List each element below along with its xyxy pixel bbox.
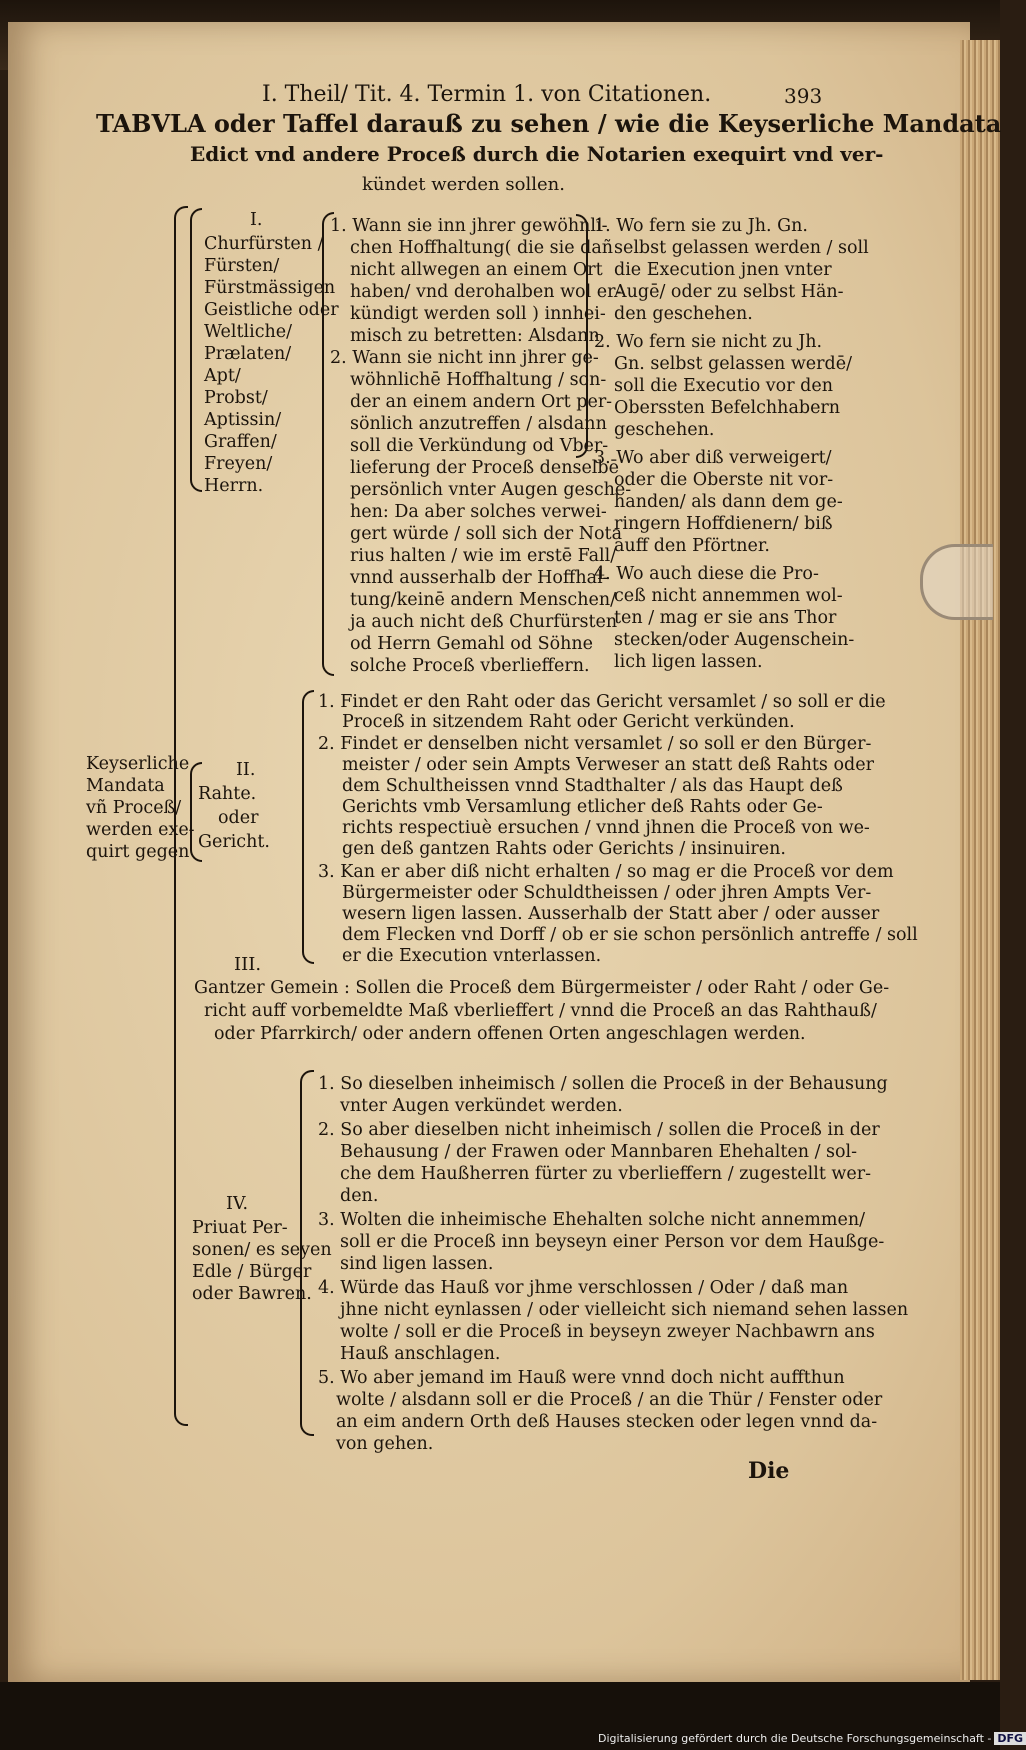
text-line: sönlich anzutreffen / alsdann [350,414,607,434]
text-line: oder die Oberste nit vor- [614,470,834,490]
text-line: meister / oder sein Ampts Verweser an statt deß Rahts oder [342,755,874,775]
text-line: 1. So dieselben inheimisch / sollen die Proceß in der Behausung [318,1074,888,1094]
text-line: ja auch nicht deß Churfürsten [350,612,618,632]
text-line: ceß nicht annemmen wol- [614,586,843,606]
section-2-label-line: oder [218,808,259,828]
text-line: wöhnlichē Hoffhaltung / son- [350,370,607,390]
footer-credit [598,1732,1026,1745]
catchword: Die [748,1458,790,1484]
page-number: 393 [784,84,823,108]
section-2-label-line: Gericht. [198,832,270,852]
page-edges [960,40,1000,1680]
section-2-label-line: Rahte. [198,784,257,804]
section-1-label-line: Freyen/ [204,454,273,474]
root-label-line: Keyserliche [86,754,190,774]
text-line: geschehen. [614,420,715,440]
text-line: richt auff vorbemeldte Maß vberlieffert / vnnd die Proceß an das Rahthauß/ [204,1001,877,1021]
text-line: die Execution jnen vnter [614,260,832,280]
section-1-label-line: Fürsten/ [204,256,280,276]
running-head: I. Theil/ Tit. 4. Termin 1. von Citationen. [262,82,712,107]
text-line: Hauß anschlagen. [340,1344,501,1364]
text-line: chen Hoffhaltung( die sie dañ [350,238,614,258]
text-line: vnter Augen verkündet werden. [340,1096,623,1116]
section-1-label-line: Churfürsten / [204,234,324,254]
text-line: 2. Wo fern sie nicht zu Jh. [594,332,823,352]
section-4-label-line: sonen/ es seyen [192,1240,332,1260]
text-line: Behausung / der Frawen oder Mannbaren Ehehalten / sol- [340,1142,858,1162]
section-3-label: III. [234,954,262,975]
text-line: 2. Findet er denselben nicht versamlet / so soll er den Bürger- [318,734,872,754]
text-line: gen deß gantzen Rahts oder Gerichts / insinuiren. [342,839,786,859]
section-2-label-line: II. [236,760,256,780]
section-1-label-line: Aptissin/ [204,410,282,430]
text-line: nicht allwegen an einem Ort [350,260,603,280]
section-1-outcome-bracket [576,214,588,458]
text-line: 4. Wo auch diese die Pro- [594,564,819,584]
text-line: che dem Haußherren fürter zu vberlieffern / zugestellt wer- [340,1164,872,1184]
section-1-conditions-bracket [322,212,334,676]
text-line: hen: Da aber solches verwei- [350,502,607,522]
text-line: richts respectiuè ersuchen / vnnd jhnen die Proceß von we- [342,818,870,838]
text-line: auff den Pförtner. [614,536,770,556]
title-line-2: Edict vnd andere Proceß durch die Notarien exequirt vnd ver- [190,142,884,166]
text-line: soll die Verkündung od Vber- [350,436,609,456]
section-4-label-line: Priuat Per- [192,1218,288,1238]
text-line: Bürgermeister oder Schuldtheissen / oder jhren Ampts Ver- [342,883,872,903]
text-line: wesern ligen lassen. Ausserhalb der Statt aber / oder ausser [342,904,880,924]
text-line: wolte / soll er die Proceß in beyseyn zweyer Nachbawrn ans [340,1322,875,1342]
text-line: vnnd ausserhalb der Hoffhal- [350,568,609,588]
section-1-label-line: Prælaten/ [204,344,292,364]
text-line: Gantzer Gemein : Sollen die Proceß dem Bürgermeister / oder Raht / oder Ge- [194,978,890,998]
section-1-label-line: Fürstmässigen [204,278,336,298]
root-label-line: quirt gegen [86,842,190,862]
section-2-items-bracket [302,690,314,964]
text-line: von gehen. [336,1434,434,1454]
text-line: lich ligen lassen. [614,652,763,672]
text-line: jhne nicht eynlassen / oder vielleicht sich niemand sehen lassen [340,1300,909,1320]
text-line: gert würde / soll sich der Nota [350,524,623,544]
dfg-logo: DFG [994,1732,1026,1745]
text-line: den. [340,1186,379,1206]
text-line: 1. Wann sie inn jhrer gewöhnli- [330,216,608,236]
section-1-label-line: Herrn. [204,476,264,496]
text-line: kündigt werden soll ) innhei- [350,304,606,324]
text-line: rius halten / wie im erstē Fall/ [350,546,617,566]
text-line: er die Execution vnterlassen. [342,946,602,966]
text-line: dem Schultheissen vnnd Stadthalter / als das Haupt deß [342,776,843,796]
text-line: 2. Wann sie nicht inn jhrer ge- [330,348,599,368]
section-4-label-line: Edle / Bürger [192,1262,312,1282]
section-1-label-line: Graffen/ [204,432,277,452]
text-line: oder Pfarrkirch/ oder andern offenen Orten angeschlagen werden. [214,1024,806,1044]
root-label-line: werden exe- [86,820,195,840]
text-line: 2. So aber dieselben nicht inheimisch / sollen die Proceß in der [318,1120,880,1140]
text-line: soll er die Proceß inn beyseyn einer Person vor dem Haußge- [340,1232,885,1252]
text-line: ringern Hoffdienern/ biß [614,514,833,534]
footer-text: Digitalisierung gefördert durch die Deutsche Forschungsgemeinschaft - [598,1732,992,1745]
text-line: Gerichts vmb Versamlung etlicher deß Rahts oder Ge- [342,797,823,817]
text-line: tung/keinē andern Menschen/ [350,590,617,610]
section-1-label-line: Weltliche/ [204,322,293,342]
section-4-label-line: oder Bawren. [192,1284,312,1304]
section-4-label-line: IV. [226,1194,249,1214]
text-line: sind ligen lassen. [340,1254,494,1274]
title-line-1: TABVLA oder Taffel darauß zu sehen / wie die Keyserliche Mandata [96,109,1002,138]
text-line: Augē/ oder zu selbst Hän- [614,282,844,302]
text-line: den geschehen. [614,304,753,324]
text-line: der an einem andern Ort per- [350,392,613,412]
section-1-label-line: Geistliche oder [204,300,339,320]
text-line: 1. Findet er den Raht oder das Gericht versamlet / so soll er die [318,692,886,712]
section-1-label-line: Apt/ [204,366,241,386]
text-line: Proceß in sitzendem Raht oder Gericht verkünden. [342,712,795,732]
text-line: 4. Würde das Hauß vor jhme verschlossen / Oder / daß man [318,1278,849,1298]
text-line: 5. Wo aber jemand im Hauß were vnnd doch nicht auffthun [318,1368,845,1388]
text-line: persönlich vnter Augen gesche- [350,480,632,500]
text-line: 3. Wolten die inheimische Ehehalten solche nicht annemmen/ [318,1210,865,1230]
text-line: stecken/oder Augenschein- [614,630,855,650]
text-line: soll die Executio vor den [614,376,833,396]
text-line: ten / mag er sie ans Thor [614,608,837,628]
text-line: wolte / alsdann soll er die Proceß / an die Thür / Fenster oder [336,1390,883,1410]
text-line: misch zu betretten: Alsdann [350,326,600,346]
text-line: 3. Kan er aber diß nicht erhalten / so mag er die Proceß vor dem [318,862,894,882]
root-label-line: vñ Proceß/ [86,798,182,818]
text-line: solche Proceß vberlieffern. [350,656,590,676]
root-label-line: Mandata [86,776,165,796]
text-line: handen/ als dann dem ge- [614,492,843,512]
text-line: 1. Wo fern sie zu Jh. Gn. [594,216,808,236]
section-1-bracket [190,208,202,492]
text-line: selbst gelassen werden / soll [614,238,869,258]
title-line-3: kündet werden sollen. [362,174,565,195]
text-line: 3. Wo aber diß verweigert/ [594,448,832,468]
text-line: Gn. selbst gelassen werdē/ [614,354,852,374]
text-line: an eim andern Orth deß Hauses stecken oder legen vnnd da- [336,1412,878,1432]
text-line: haben/ vnd derohalben wol er- [350,282,622,302]
bookmark-tab [920,544,993,620]
section-1-label-line: Probst/ [204,388,268,408]
text-line: Oberssten Befelchhabern [614,398,841,418]
text-line: dem Flecken vnd Dorff / ob er sie schon persönlich antreffe / soll [342,925,918,945]
section-1-label-line: I. [250,210,263,230]
text-line: od Herrn Gemahl od Söhne [350,634,594,654]
text-line: lieferung der Proceß denselbē [350,458,619,478]
